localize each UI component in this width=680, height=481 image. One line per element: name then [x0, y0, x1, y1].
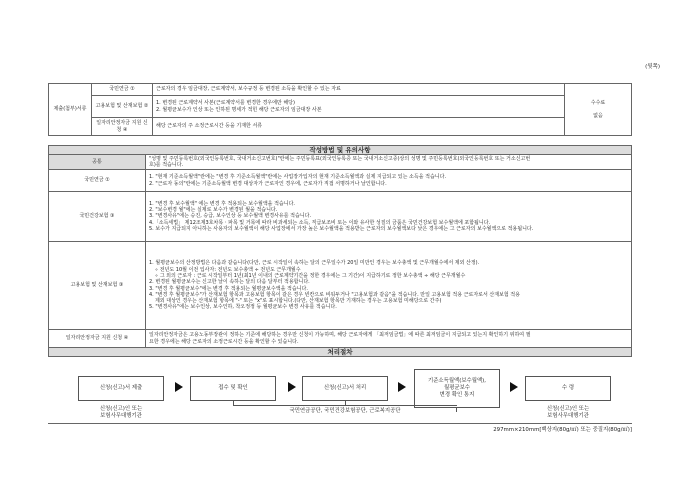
process-step-line: 월평균보수: [443, 385, 471, 391]
caption-line: 신청(신고)인 또는: [546, 406, 590, 412]
guide-name-health: 국민건강보험 ③: [49, 192, 146, 242]
guide-line: 3. "변경사유"에는 승진, 승급, 보수인상 등 보수월액 변경사유를 적습니다.: [149, 213, 312, 220]
process-step-line: 기준소득월액(보수월액),: [428, 378, 486, 384]
guide-line: ∘ 전년도 10월 이전 입사자: 전년도 보수총액 ÷ 전년도 근무개월수: [155, 266, 301, 273]
guide-desc-common: [146, 155, 632, 170]
fee-label: 수수료: [590, 100, 606, 107]
page-side-mark: (뒷쪽): [645, 64, 660, 70]
process-step-line: 변경 확인 통지: [439, 392, 475, 398]
guide-line: 2. 변경된 월평균보수는 신고한 날이 속하는 달의 다음 달부터 적용합니다.: [149, 279, 310, 286]
process-title: 처리절차: [49, 348, 632, 357]
caption-line: 신청(신고)인 또는: [99, 406, 143, 412]
attachment-name-job-stability: 일자리안정자금 지원 신청 ④: [92, 118, 153, 136]
attachment-desc-line: 1. 변경된 근로계약서 사본(근로계약서를 변경한 경우에만 해당): [156, 100, 295, 107]
bottom-rule: [48, 423, 632, 424]
guide-table: [48, 145, 632, 357]
guide-line: 1. 월평균보수의 산정방법은 다음과 같습니다(다만, 근로 시작일이 속하는 달의 근무일수가 20일 미만인 경우는 보수총액 및 근무개월수에서 제외 산정).: [149, 260, 480, 267]
guide-name-common: 공통: [49, 155, 146, 170]
attachment-desc-pension: 근로자의 경우 임금대장, 근로계약서, 보수규정 등 변경된 소득을 확인할 수 있는 자료: [153, 84, 565, 96]
guide-line: 2. "근로자 동의"란에는 기준소득월액 변경 대상자가 근로자인 경우에, 근로자가 직접 서명하거나 날인합니다.: [149, 180, 387, 187]
fee-cell: [565, 84, 632, 136]
process-step-submit: 신청(신고)서 제출: [78, 376, 164, 401]
process-step-receive: 접수 및 확인: [190, 376, 276, 401]
guide-name-employment: 고용보험 및 산재보험 ③: [49, 242, 146, 330]
guide-desc-pension: [146, 170, 632, 192]
guide-line: 호)를 적습니다.: [149, 162, 184, 168]
guide-line: "성명 및 주민등록번호(외국인등록번호, 국내거소신고번호)"란에는 주민등록표(외국인등록증 또는 국내거소신고증)상의 성명 및 주민등록번호(외국인등록번호 또는 거소신고번: [149, 155, 531, 162]
arrow-right-icon: [398, 382, 406, 392]
attachment-desc-line: 2. 월평균보수가 인상 또는 인하된 명세가 적힌 해당 근로자의 임금대장 사본: [156, 106, 322, 113]
guide-line: ∘ 그 외의 근로자 : 근로 시작일부터 1년(최1년 이내의 근로계약기간을 정한 경우에는 그 기간)이 지급하기로 정한 보수총액 ÷ 해당 근무개월수: [155, 272, 466, 279]
guide-line: 제외 대상인 경우는 산재보험 항목에 "-" 또는 "x"로 표시합니다.(다만, 산재보험 항목만 기재하는 경우는 고용보험 미해당으로 간주): [155, 298, 442, 305]
process-step-notify: [414, 369, 500, 408]
process-step-collect: 수 령: [525, 376, 611, 401]
caption-left: [78, 406, 164, 420]
caption-line: 보험사무대행기관: [100, 413, 142, 419]
caption-right: [525, 406, 611, 420]
guide-line: 5. 보수가 지급되지 아니하는 사용자의 보수월액이 해당 사업장에서 가장 높은 보수월액을 적용받는 근로자의 보수월액보다 낮은 경우에는 그 근로자의 보수월액으로 적용됩니다.: [149, 225, 534, 232]
process-step-process: 신청(신고)서 처리: [302, 376, 388, 401]
bracket-line: [233, 405, 457, 406]
guide-line: 3. "변경 후 월평균보수"에는 변경 후 적용되는 월평균보수액을 적습니다.: [149, 285, 308, 292]
caption-line: 보험사무대행기관: [547, 413, 589, 419]
guide-desc-employment: [146, 242, 632, 330]
guide-line: 2. "보수변경 월"에는 실제로 보수가 변경된 월을 적습니다.: [149, 207, 278, 214]
fee-value: 없음: [593, 112, 603, 119]
attachments-table: [48, 83, 632, 136]
guide-name-job-stability: 일자리안정자금 지원 신청 ④: [49, 330, 146, 348]
guide-line: 1. "현재 기준소득월액"란에는 "변경 후 기준소득월액"란에는 사업장가입자의 현재 기준소득월액과 실제 지급되고 있는 소득을 적습니다.: [149, 174, 447, 181]
attachment-desc-job-stability: 해당 근로자의 주 소정근로시간 등을 기재한 서류: [153, 118, 565, 136]
arrow-right-icon: [510, 382, 518, 392]
attachments-header: 제출(첨부)서류: [49, 84, 92, 136]
attachment-desc-employment: [153, 96, 565, 118]
attachment-name-pension: 국민연금 ①: [92, 84, 153, 96]
guide-line: 5. "변경사유"에는 보수인상, 보수인하, 착오정정 등 월평균보수 변경 사유를 적습니다.: [149, 304, 337, 311]
guide-title: 작성방법 및 유의사항: [49, 146, 632, 155]
arrow-right-icon: [175, 382, 183, 392]
guide-line: 일자리안정자금은 고용노동부장관이 정하는 기준에 해당하는 경우만 신청이 가능하며, 해당 근로자에게 「최저임금법」에 따른 최저임금이 지급되고 있는지 확인하기 위하여 필: [149, 332, 531, 339]
paper-size-note: 297mm×210mm[백상지(80g/㎡) 또는 중질지(80g/㎡)]: [493, 427, 632, 433]
guide-desc-job-stability: [146, 330, 632, 348]
guide-line: 요한 경우에는 해당 근로자의 소정근로시간 등을 확인할 수 있습니다.: [149, 338, 299, 345]
guide-name-pension: 국민연금 ①: [49, 170, 146, 192]
guide-line: 1. "변경 후 보수월액" 에는 변경 후 적용되는 보수월액을 적습니다.: [149, 200, 296, 207]
guide-line: 4.「소득세법」 제12조제3호차목ㆍ파목 및 거목에 따라 비과세되는 소득, 직급보조비 또는 이와 유사한 성질의 금품은 국민건강보험 보수월액에 포함됩니다.: [149, 219, 491, 226]
caption-middle: 국민연금공단, 국민건강보험공단, 근로복지공단: [289, 408, 401, 414]
guide-desc-health: [146, 192, 632, 242]
guide-line: 4. "변경 후 월평균보수"가 산재보험 항목과 고용보험 항목이 같은 경우 빈칸으로 비워두거나 "고용보험과 같음"을 적습니다. 만일 고용보험 적용 근로자로서 산재보험 적용: [149, 291, 520, 298]
attachment-name-employment: 고용보험 및 산재보험 ②: [92, 96, 153, 118]
arrow-right-icon: [288, 382, 296, 392]
